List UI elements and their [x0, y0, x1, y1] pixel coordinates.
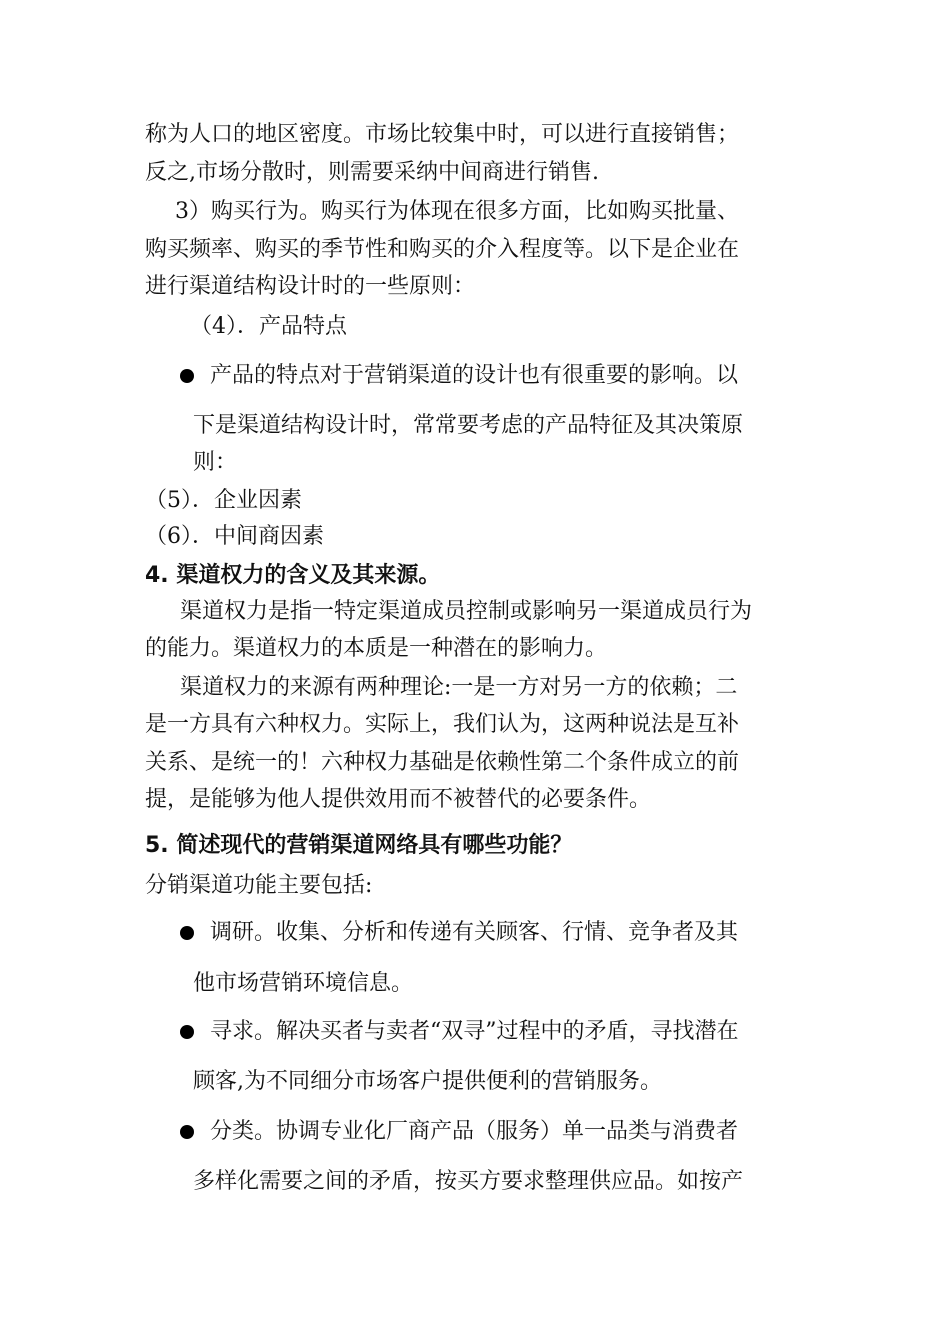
bullet-item-text: 下是渠道结构设计时，常常要考虑的产品特征及其决策原	[193, 413, 744, 438]
bullet-icon	[180, 926, 194, 940]
body-text-line: 购买频率、购买的季节性和购买的介入程度等。以下是企业在	[145, 237, 740, 262]
section-heading: 4. 渠道权力的含义及其来源。	[145, 563, 441, 588]
body-text-line: 渠道权力是指一特定渠道成员控制或影响另一渠道成员行为	[180, 599, 753, 624]
subsection-heading: （5）．企业因素	[145, 488, 302, 513]
body-text-line: 分销渠道功能主要包括:	[145, 873, 373, 898]
bullet-icon	[180, 1025, 194, 1039]
section-heading: 5. 简述现代的营销渠道网络具有哪些功能？	[145, 833, 573, 858]
bullet-item-text: 顾客,为不同细分市场客户提供便利的营销服务。	[193, 1069, 662, 1094]
subsection-heading: （4）．产品特点	[190, 314, 347, 339]
bullet-item-text: 多样化需要之间的矛盾，按买方要求整理供应品。如按产	[193, 1169, 744, 1194]
body-text-line: 是一方具有六种权力。实际上，我们认为，这两种说法是互补	[145, 712, 740, 737]
subsection-heading: （6）．中间商因素	[145, 524, 324, 549]
body-text-line: 反之,市场分散时，则需要采纳中间商进行销售.	[145, 160, 599, 185]
bullet-item-text: 他市场营销环境信息。	[193, 971, 414, 996]
bullet-icon	[180, 369, 194, 383]
bullet-item-text: 分类。协调专业化厂商产品（服务）单一品类与消费者	[210, 1119, 739, 1144]
body-text-line: 进行渠道结构设计时的一些原则：	[145, 274, 476, 299]
body-text-line: 提，是能够为他人提供效用而不被替代的必要条件。	[145, 787, 652, 812]
bullet-item-text: 寻求。解决买者与卖者“双寻”过程中的矛盾，寻找潜在	[210, 1019, 739, 1044]
bullet-icon	[180, 1125, 194, 1139]
body-text-line: 的能力。渠道权力的本质是一种潜在的影响力。	[145, 636, 608, 661]
bullet-item-text: 产品的特点对于营销渠道的设计也有很重要的影响。以	[210, 363, 739, 388]
body-text-line: 关系、是统一的！六种权力基础是依赖性第二个条件成立的前	[145, 750, 740, 775]
body-text-line: 称为人口的地区密度。市场比较集中时，可以进行直接销售；	[145, 122, 740, 147]
body-text-line: 渠道权力的来源有两种理论:一是一方对另一方的依赖；二	[180, 675, 738, 700]
bullet-item-text: 调研。收集、分析和传递有关顾客、行情、竞争者及其	[210, 920, 739, 945]
bullet-item-text: 则：	[193, 450, 238, 475]
body-text-line: 3）购买行为。购买行为体现在很多方面，比如购买批量、	[175, 199, 739, 224]
